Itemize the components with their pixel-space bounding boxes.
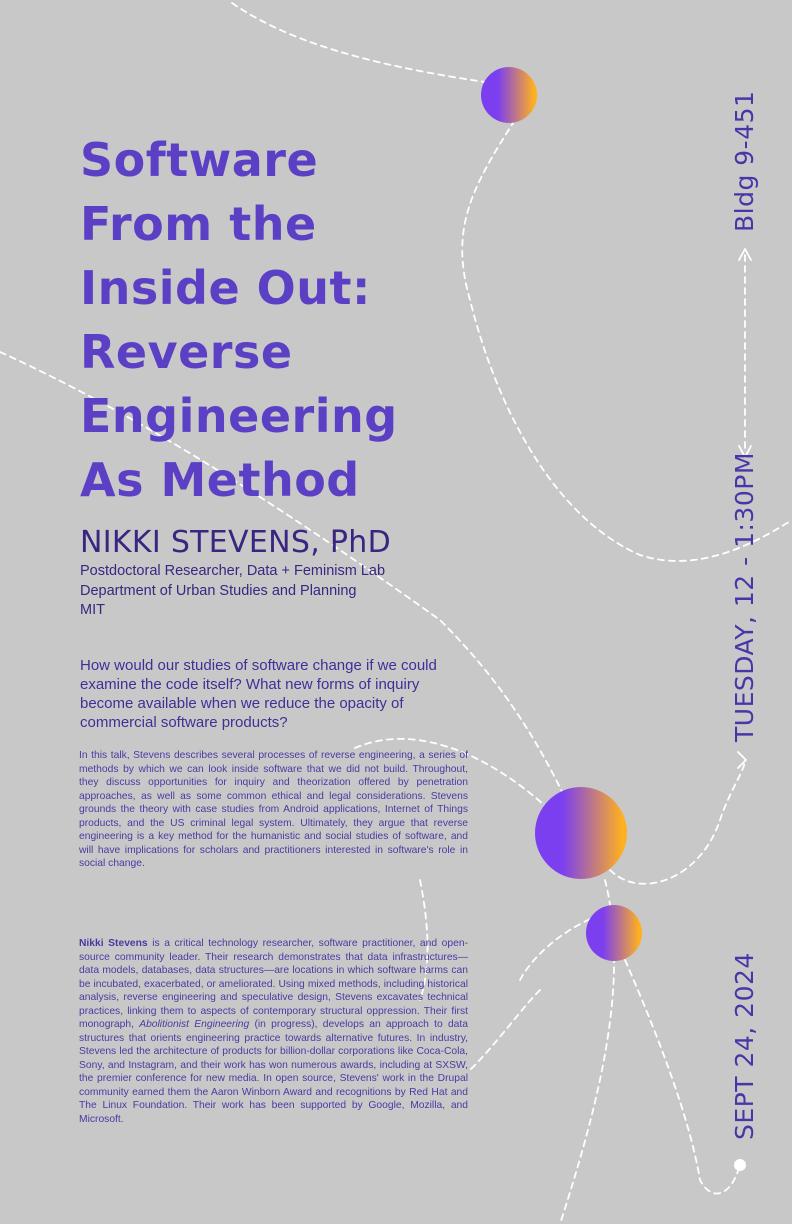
affiliation-line: Department of Urban Studies and Planning (80, 582, 357, 599)
bio-name: Nikki Stevens (79, 938, 148, 949)
title-line: Reverse (80, 325, 293, 379)
dashed-line-top (232, 3, 505, 85)
title-line: Inside Out: (80, 261, 371, 315)
event-room: Bldg 9-451 (730, 90, 759, 232)
talk-abstract: In this talk, Stevens describes several processes of reverse engineering, a series of methods by which we can look inside software that we did not build. Throughout, they discuss opportunities for inquiry and theorization offered by penetration approaches, as well as some common ethical and legal considerations. Stevens grounds the theory with case studies from Android applications, Internet of Things products, and the US criminal legal system. Ultimately, they argue that reverse engineering is a key method for the humanistic and social studies of software, and will have implications for scholars and practitioners interested in software's role in social change. (79, 750, 468, 869)
event-date: SEPT 24, 2024 (730, 952, 759, 1140)
dashed-line-lower-left (470, 990, 540, 1070)
poster-title (80, 128, 510, 512)
gradient-circle-icon (481, 67, 537, 123)
bio-text: is a critical technology researcher, software practitioner, and open-source community leader. Their research demonstrates that data infrastructures—data models, databases, data structures—are locations in which software harms can be incubated, exacerbated, or ameliorated. Using mixed methods, including historical analysis, reverse engineering and speculative design, Stevens excavates technical practices, linking them to aspects of contemporary structural oppression. Their first monograph, (79, 938, 469, 1030)
affiliation-line: MIT (80, 602, 105, 618)
speaker-bio (79, 937, 468, 1126)
title-line: From the (80, 197, 317, 251)
gradient-circle-icon (535, 787, 627, 879)
bio-text: (in progress), develops an approach to data structures that orients engineering practice towards alternative futures. In industry, Stevens led the architecture of products for billion-dollar corporations like Coca-Cola, Sony, and Instagram, and their work has won numerous awards, including at SXSW, the premier conference for new media. In open source, Stevens' work in the Drupal community earned them the Aaron Winborn Award and recognitions by Red Hat and The Linux Foundation. Their work has been supported by Google, Mozilla, and Microsoft. (79, 1019, 468, 1125)
bio-monograph: Abolitionist Engineering (139, 1019, 250, 1030)
dashed-line-bottom-right (625, 960, 740, 1194)
title-line: Engineering (80, 389, 398, 443)
event-time: TUESDAY, 12 - 1:30PM (730, 452, 759, 742)
speaker-affiliation (80, 562, 440, 621)
lead-question: How would our studies of software change if we could examine the code itself? What new forms of inquiry become available when we reduce the opacity of commercial software products? (80, 657, 437, 731)
title-line: Software (80, 133, 319, 187)
dashed-line-right (610, 760, 745, 884)
dot-icon (734, 1159, 746, 1171)
affiliation-line: Postdoctoral Researcher, Data + Feminism Lab (80, 563, 386, 579)
title-line: As Method (80, 453, 360, 507)
speaker-name: NIKKI STEVENS, PhD (80, 525, 391, 560)
gradient-circle-icon (586, 905, 642, 961)
